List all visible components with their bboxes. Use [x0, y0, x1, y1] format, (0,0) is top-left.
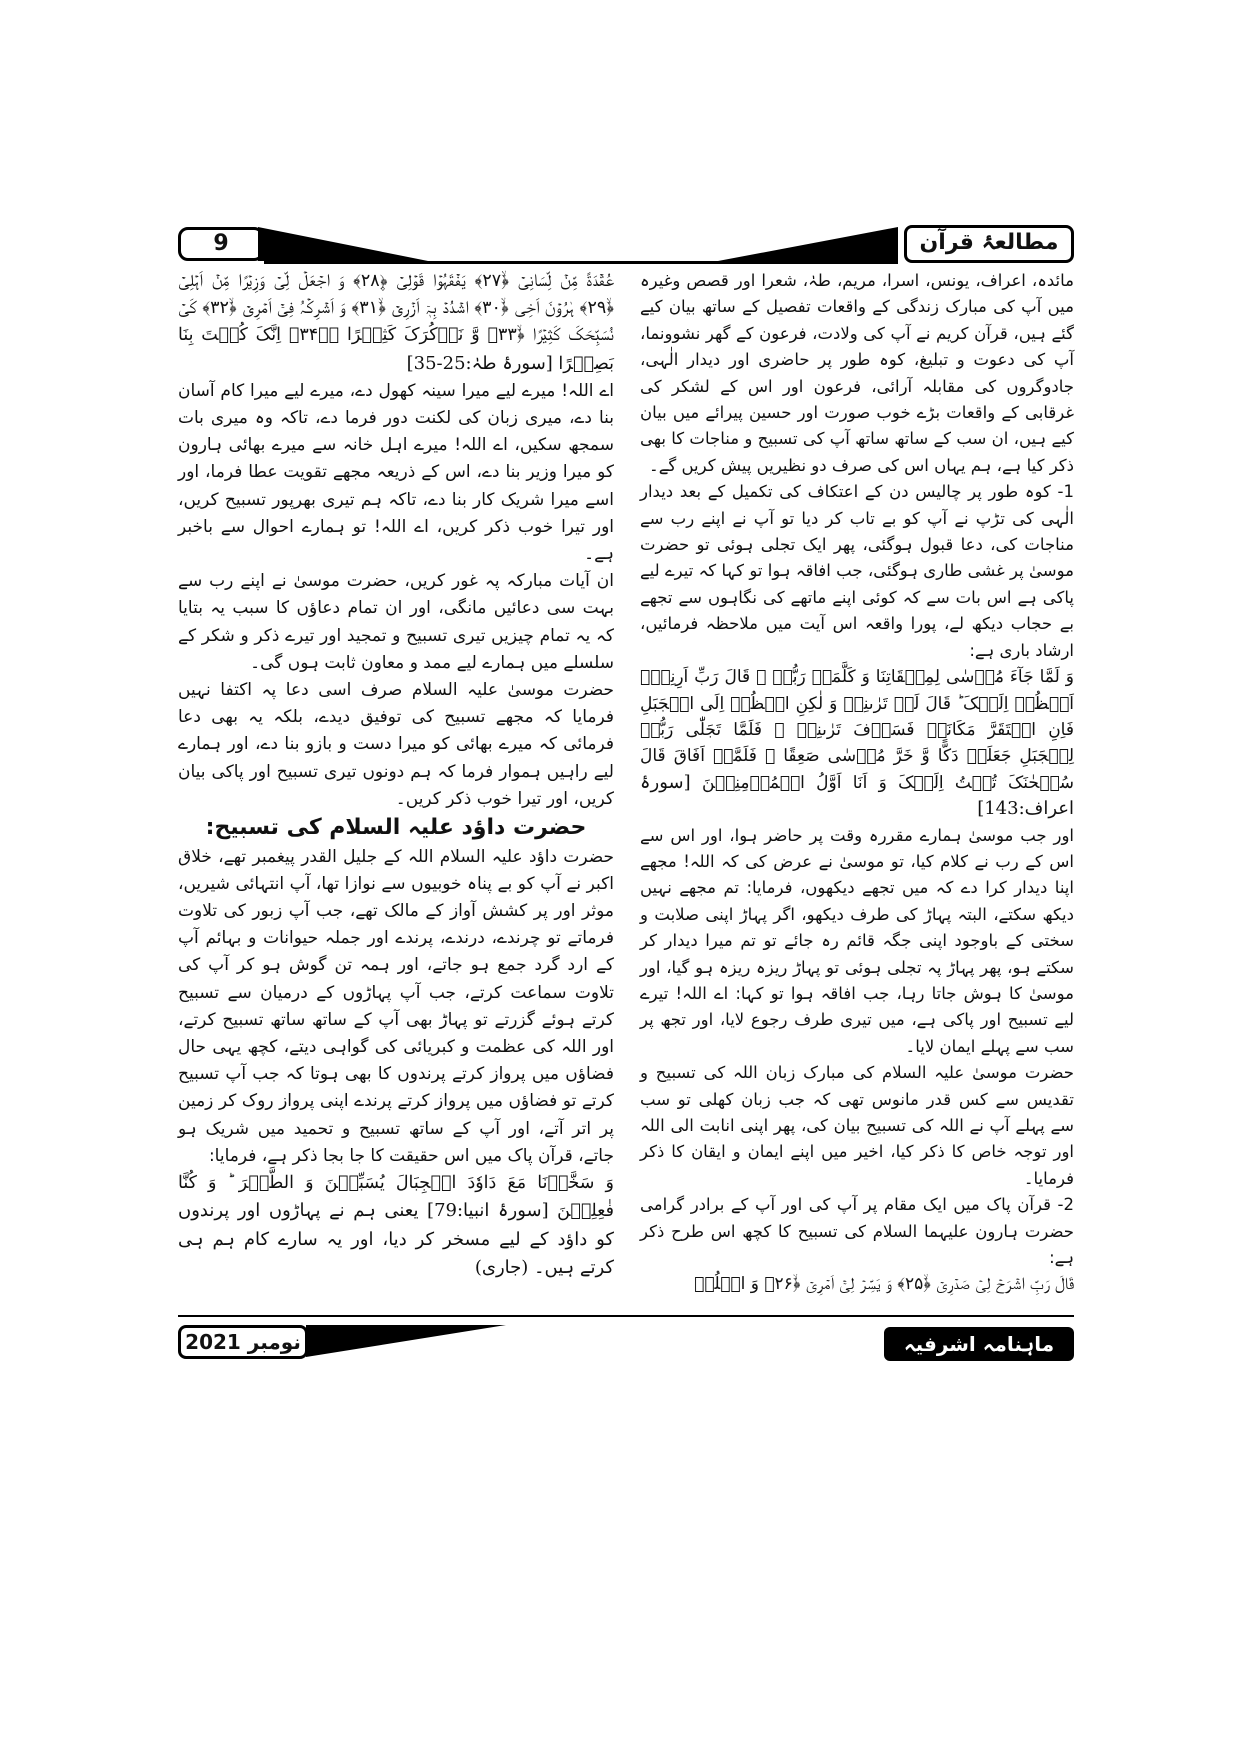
section-heading: حضرت داؤد علیہ السلام کی تسبیح:: [205, 815, 587, 841]
verse-text: قَالَ رَبِّ اشۡرَحۡ لِیۡ صَدۡرِیۡ ﴿ۙ۲۵﴾ وَ یَسِّرۡ لِیۡۤ اَمۡرِیۡ ﴿ۙ۲۶﴾ وَ احۡلُلۡ: [694, 1274, 1074, 1295]
page-number: 9: [178, 227, 264, 261]
quran-verse: [640, 664, 1074, 822]
paragraph: حضرت داؤد علیہ السلام اللہ کے جلیل القدر پیغمبر تھے، خلاق اکبر نے آپ کو بے پناہ خوبیوں سے نوازا تھا، آپ انتہائی شیریں، موثر اور پر کشش آواز کے مالک تھے، جب آپ زبور کی تلاوت فرماتے تو چرندے، درندے، پرندے اور جملہ حیوانات و بہائم آپ کے ارد گرد جمع ہو جاتے، اور ہمہ تن گوش ہو کر آپ کی تلاوت سماعت کرتے، جب آپ پہاڑوں کے درمیان سے تسبیح کرتے ہوئے گزرتے تو پہاڑ بھی آپ کے ساتھ ساتھ تسبیح کرتے، اور اللہ کی عظمت و کبریائی کی گواہی دیتے، کچھ یہی حال فضاؤں میں پرواز کرتے پرندوں کا بھی ہوتا کہ جب آپ تسبیح کرتے تو فضاؤں میں پرواز کرتے پرندے اپنی پرواز روک کر زمین پر اتر آتے، اور آپ کے ساتھ تسبیح و تحمید میں شریک ہو جاتے، قرآن پاک میں اس حقیقت کا جا بجا ذکر ہے، فرمایا:: [178, 846, 614, 1166]
left-column: [178, 268, 614, 1282]
verse-reference: [سورۂ طہٰ:25-35]: [406, 352, 553, 374]
paragraph: 2- قرآن پاک میں ایک مقام پر آپ کی اور آپ کے برادر گرامی حضرت ہارون علیہما السلام کی تسبیح کا کچھ اس طرح ذکر ہے:: [640, 1195, 1074, 1268]
verse-reference: [سورۂ اعراف:143]: [640, 771, 1074, 820]
section-title: مطالعۂ قرآن: [904, 225, 1074, 263]
paragraph: مائدہ، اعراف، یونس، اسرا، مریم، طہٰ، شعرا اور قصص وغیرہ میں آپ کی مبارک زندگی کے واقعات تفصیل کے ساتھ بیان کیے گئے ہیں، قرآن کریم نے آپ کی ولادت، فرعون کے گھر نشوونما، آپ کی دعوت و تبلیغ، کوہ طور پر حاضری اور دیدار الٰہی، جادوگروں کی مقابلہ آرائی، فرعون اور اس کے لشکر کی غرقابی کے واقعات بڑے خوب صورت اور حسین پیرائے میں بیان کیے ہیں، ان سب کے ساتھ ساتھ آپ کی تسبیح و مناجات کا بھی ذکر کیا ہے، ہم یہاں اس کی صرف دو نظیریں پیش کریں گے۔: [640, 271, 1074, 475]
right-column: [640, 268, 1074, 1298]
verse-reference: [سورۂ انبیا:79] یعنی ہم نے پہاڑوں اور پرندوں کو داؤد کے لیے مسخر کر دیا، اور یہ سارے کام ہم ہی کرتے ہیں۔ (جاری): [178, 1200, 614, 1278]
verse-text: وَ لَمَّا جَآءَ مُوۡسٰی لِمِیۡقَاتِنَا وَ کَلَّمَہٗ رَبُّہٗ ۙ قَالَ رَبِّ اَرِنِیۡۤ اَنۡظُرۡ اِلَیۡکَ ؕ قَالَ لَنۡ تَرٰىنِیۡ وَ لٰکِنِ انۡظُرۡ اِلَی الۡجَبَلِ فَاِنِ اسۡتَقَرَّ مَکَانَہٗ فَسَوۡفَ تَرٰىنِیۡ ۚ فَلَمَّا تَجَلّٰی رَبُّہٗ لِلۡجَبَلِ جَعَلَہٗ دَکًّا وَّ خَرَّ مُوۡسٰی صَعِقًا ۚ فَلَمَّاۤ اَفَاقَ قَالَ سُبۡحٰنَکَ تُبۡتُ اِلَیۡکَ وَ اَنَا اَوَّلُ الۡمُؤۡمِنِیۡنَ: [640, 667, 1074, 793]
quran-verse: [178, 1170, 614, 1282]
header-right-wedge-ornament: [698, 227, 898, 263]
page-footer: [178, 1315, 1074, 1375]
quran-verse: [178, 268, 614, 378]
paragraph: اور جب موسیٰ ہمارے مقررہ وقت پر حاضر ہوا، اور اس سے اس کے رب نے کلام کیا، تو موسیٰ نے عرض کی کہ اللہ! مجھے اپنا دیدار کرا دے کہ میں تجھے دیکھوں، فرمایا: تم مجھے نہیں دیکھ سکتے، البتہ پہاڑ کی طرف دیکھو، اگر پہاڑ اپنی صلابت و سختی کے باوجود اپنی جگہ قائم رہ جائے تو تم میرا دیدار کر سکتے ہو، پھر پہاڑ پہ تجلی ہوئی تو پہاڑ ریزہ ریزہ ہو گیا، اور موسیٰ کا ہوش جاتا رہا، جب افاقہ ہوا تو کہا: اے اللہ! تیرے لیے تسبیح اور پاکی ہے، میں تیری طرف رجوع لایا، اور تجھ پر سب سے پہلے ایمان لایا۔: [640, 825, 1074, 1056]
paragraph: حضرت موسیٰ علیہ السلام کی مبارک زبان اللہ کی تسبیح و تقدیس سے کس قدر مانوس تھی کہ جب زبان کھلی تو سب سے پہلے آپ نے اللہ کی تسبیح بیان کی، پھر اپنی انابت الی اللہ اور توجہ خاص کا ذکر کیا، اخیر میں اپنے ایمان و ایقان کا ذکر فرمایا۔: [640, 1063, 1074, 1188]
paragraph: ان آیات مبارکہ پہ غور کریں، حضرت موسیٰ نے اپنے رب سے بہت سی دعائیں مانگی، اور ان تمام دعاؤں کا سبب یہ بتایا کہ یہ تمام چیزیں تیری تسبیح و تمجید اور تیرے ذکر و شکر کے سلسلے میں ہمارے لیے ممد و معاون ثابت ہوں گی۔: [178, 571, 614, 673]
paragraph: حضرت موسیٰ علیہ السلام صرف اسی دعا پہ اکتفا نہیں فرمایا کہ مجھے تسبیح کی توفیق دیدے، بلکہ یہ بھی دعا فرمائی کہ میرے بھائی کو میرا دست و بازو بنا دے، اور ہمارے لیے راہیں ہموار فرما کہ ہم دونوں تیری تسبیح اور پاکی بیان کریں، اور تیرا خوب ذکر کریں۔: [178, 680, 614, 809]
page-header: [178, 225, 1074, 263]
paragraph: اے اللہ! میرے لیے میرا سینہ کھول دے، میرے لیے میرا کام آسان بنا دے، میری زبان کی لکنت دور فرما دے، تاکہ وہ میری بات سمجھ سکیں، اے اللہ! میرے اہل خانہ سے میرے بھائی ہارون کو میرا وزیر بنا دے، اس کے ذریعہ مجھے تقویت عطا فرما، اور اسے میرا شریک کار بنا دے، تاکہ ہم تیری بھرپور تسبیح کریں، اور تیرا خوب ذکر کریں، اے اللہ! تو ہمارے احوال سے باخبر ہے۔: [178, 380, 614, 565]
verse-text: وَ سَخَّرۡنَا مَعَ دَاوٗدَ الۡجِبَالَ یُسَبِّحۡنَ وَ الطَّیۡرَ ؕ وَ کُنَّا فٰعِلِیۡنَ: [178, 1173, 614, 1222]
quran-verse: [640, 1271, 1074, 1297]
issue-date: نومبر 2021: [178, 1325, 308, 1359]
verse-text: عُقۡدَۃً مِّنۡ لِّسَانِیۡ ﴿ۙ۲۷﴾ یَفۡقَہُوۡا قَوۡلِیۡ ﴿۪۲۸﴾ وَ اجۡعَلۡ لِّیۡ وَزِیۡرًا مِّنۡ اَہۡلِیۡ ﴿ۙ۲۹﴾ ہٰرُوۡنَ اَخِی ﴿ۙ۳۰﴾ اشۡدُدۡ بِہٖۤ اَزۡرِیۡ ﴿ۙ۳۱﴾ وَ اَشۡرِکۡہُ فِیۡۤ اَمۡرِیۡ ﴿ۙ۳۲﴾ کَیۡ نُسَبِّحَکَ کَثِیۡرًا ﴿ۙ۳۳﴾ وَّ نَذۡکُرَکَ کَثِیۡرًا ﴿ؕ۳۴﴾ اِنَّکَ کُنۡتَ بِنَا بَصِیۡرًا: [178, 271, 615, 374]
header-left-wedge-ornament: [258, 227, 438, 263]
footer-wedge-ornament: [306, 1325, 506, 1359]
paragraph: 1- کوہ طور پر چالیس دن کے اعتکاف کی تکمیل کے بعد دیدار الٰہی کی تڑپ نے آپ کو بے تاب کر دیا تو آپ نے اپنے رب سے مناجات کی، دعا قبول ہوگئی، پھر ایک تجلی ہوئی تو حضرت موسیٰ پر غشی طاری ہوگئی، جب افاقہ ہوا تو کہا کہ تیرے لیے پاکی ہے اس بات سے کہ کوئی اپنے ماتھے کی نگاہوں سے تجھے بے حجاب دیکھ لے، پورا واقعہ اس آیت میں ملاحظہ فرمائیں، ارشاد باری ہے:: [640, 482, 1074, 660]
footer-rule: [178, 1315, 1074, 1317]
magazine-name: ماہنامہ اشرفیہ: [884, 1327, 1074, 1361]
